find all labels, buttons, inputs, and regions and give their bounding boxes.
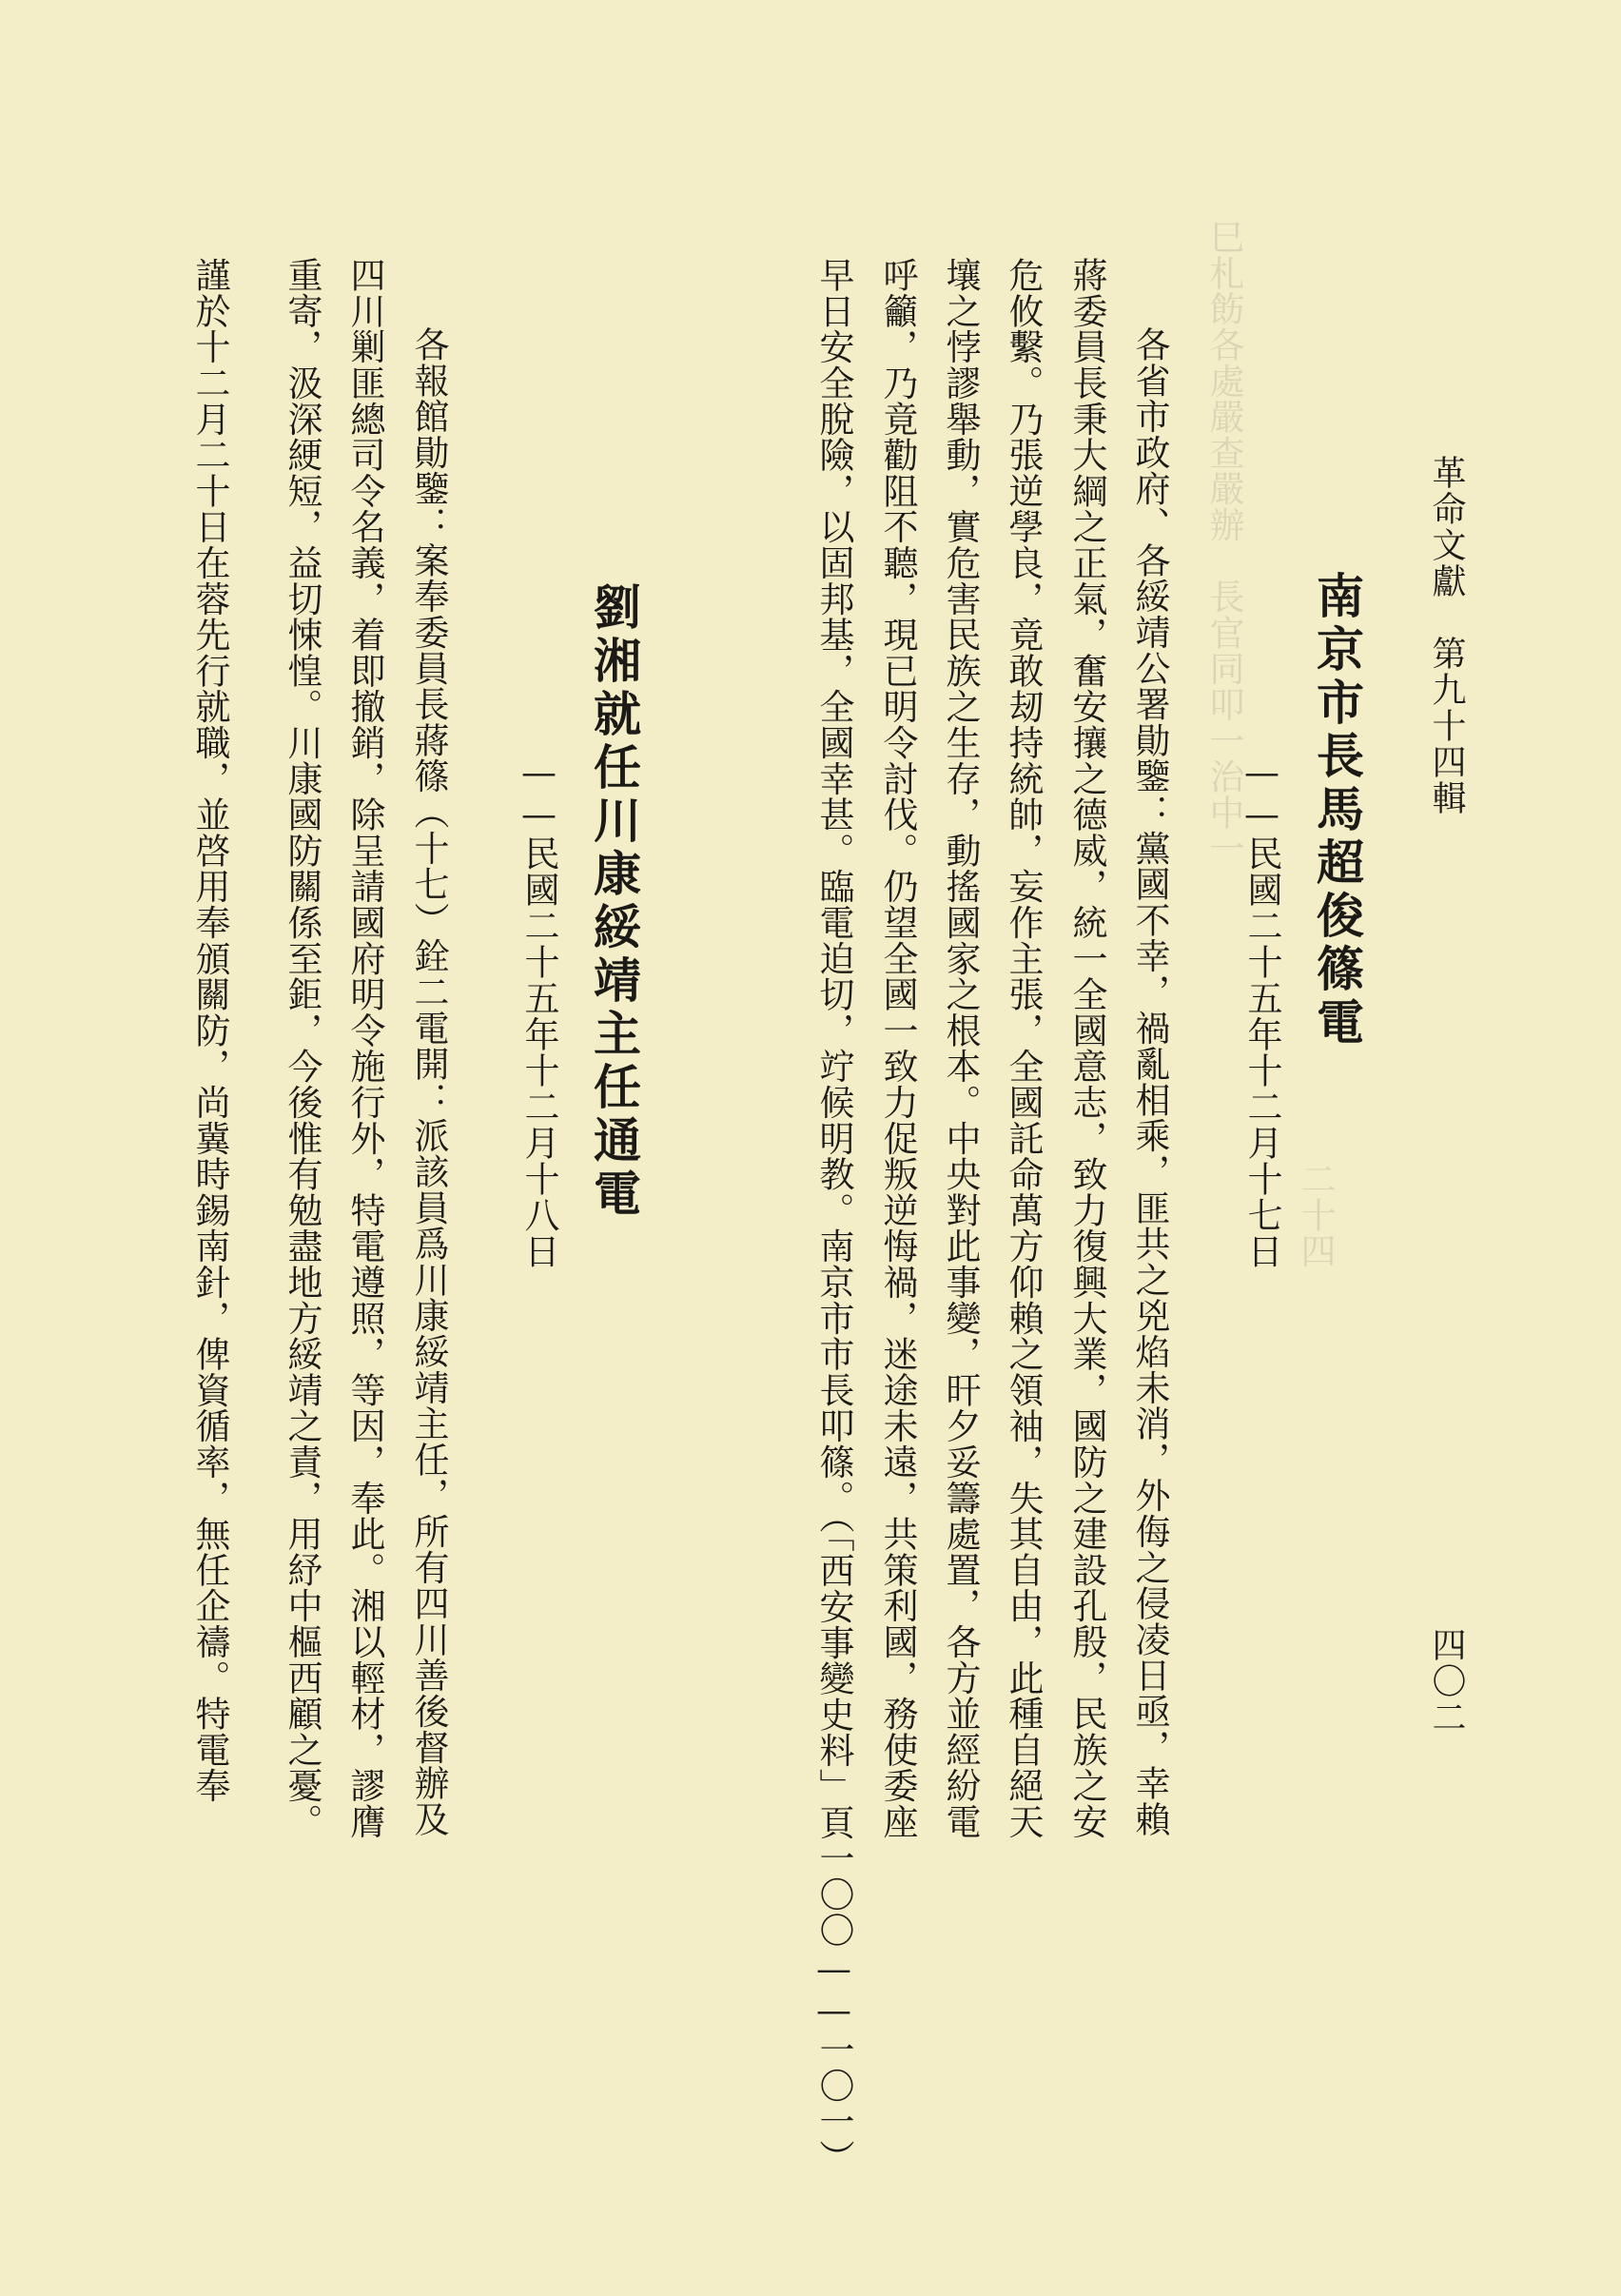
bleed-through-text: 二十四 [1295,1161,1336,1269]
article-2-line-3: 重寄，汲深綆短，益切悚惶。川康國防關係至鉅，今後惟有勉盡地方綏靖之責，用紓中樞西顧之憂。 [282,257,322,1840]
article-1-line-5: 呼籲，乃竟勸阻不聽，現已明令討伐。仍望全國一致力促叛逆悔禍，迷途未遠，共策利國，務使委座 [877,257,918,1840]
article-1-line-6: 早日安全脫險，以固邦基，全國幸甚。臨電迫切，竚候明教。南京市市長叩篠。（「西安事變史料」頁一〇〇——一〇一） [813,257,854,2176]
article-1-line-1: 各省市政府、各綏靖公署勛鑒：黨國不幸，禍亂相乘，匪共之兇焰未消，外侮之侵凌日亟，幸賴 [1129,326,1170,1837]
article-1-line-2: 蔣委員長秉大綱之正氣，奮安攘之德威，統一全國意志，致力復興大業，國防之建設孔殷，民族之安 [1066,257,1107,1840]
article-1-line-4: 壤之悖謬舉動，實危害民族之生存，動搖國家之根本。中央對此事變，旰夕妥籌處置，各方並經紛電 [940,257,981,1840]
article-2-line-1: 各報館勛鑒：案奉委員長蔣篠（十七）銓二電開：派該員爲川康綏靖主任，所有四川善後督辦及 [408,326,449,1837]
article-2-line-4: 謹於十二月二十日在蓉先行就職，並啓用奉頒關防，尚冀時錫南針，俾資循率，無任企禱。特電奉 [189,257,230,1804]
article-1-line-3: 危攸繫。乃張逆學良，竟敢刼持統帥，妄作主張，全國託命萬方仰賴之領袖，失其自由，此種自絕天 [1003,257,1044,1840]
article-1-date: ——民國二十五年十二月十七日 [1241,752,1282,1269]
bleed-through-text: 巳札飭各處嚴查嚴辦 長官同叩一治中一 [1203,219,1244,867]
article-2-line-2: 四川剿匪總司令名義，着即撤銷，除呈請國府明令施行外，特電遵照，等因，奉此。湘以輕材，謬膺 [344,257,385,1840]
article-1-title: 南京市長馬超俊篠電 [1309,571,1365,1050]
article-2-title: 劉湘就任川康綏靖主任通電 [586,582,642,1222]
article-2-date: ——民國二十五年十二月十八日 [518,752,559,1269]
page-number: 四〇二 [1427,1627,1466,1736]
book-title: 革命文獻 第九十四輯 [1427,455,1466,816]
